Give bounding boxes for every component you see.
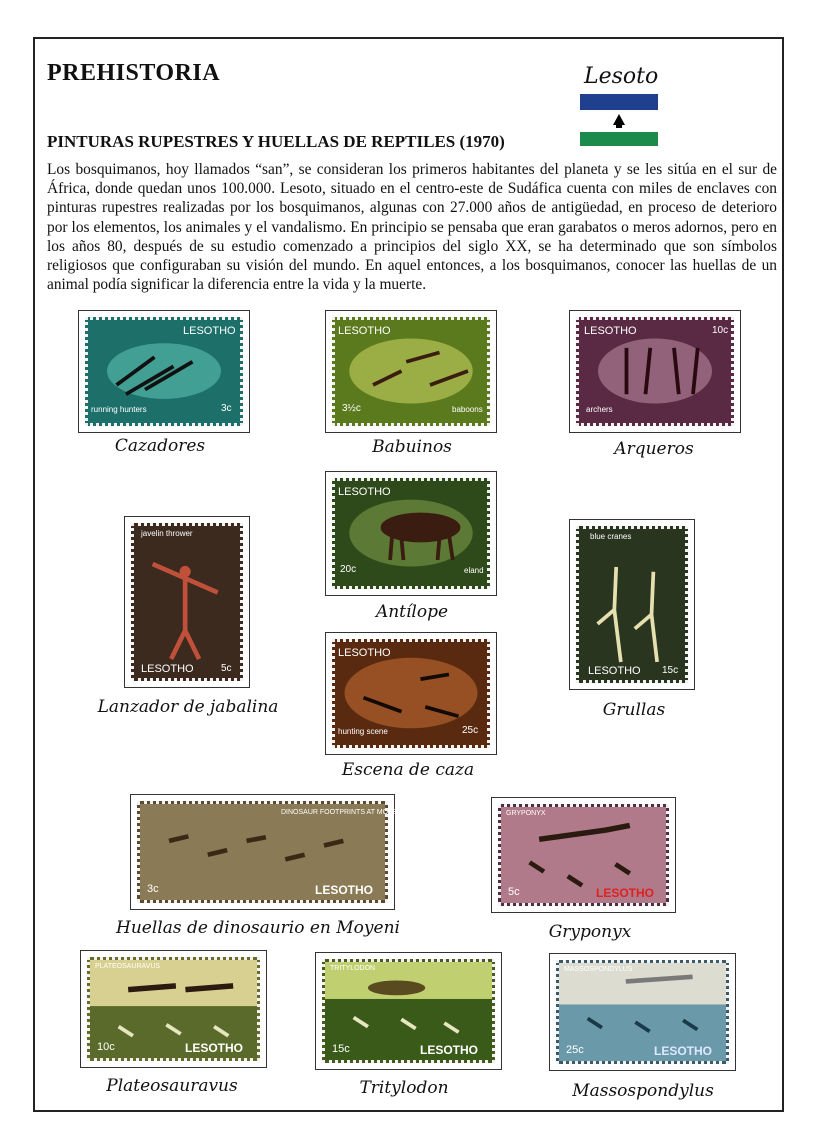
stamp-value: 20c: [340, 564, 357, 575]
stamp-archers: [569, 310, 741, 433]
stamp-value: 3c: [221, 403, 232, 414]
stamp-blue-cranes: [569, 519, 695, 690]
stamp-baboons: [325, 310, 497, 433]
caption: Arqueros: [614, 439, 694, 459]
caption: Plateosauravus: [106, 1076, 238, 1096]
stamp-label: DINOSAUR FOOTPRINTS AT MOYENI: [281, 809, 405, 816]
stamp-hunting-scene: [325, 632, 497, 755]
stamp-value: 3c: [147, 883, 159, 895]
stamp-running-hunters: [78, 310, 250, 433]
stamp-label: javelin thrower: [141, 529, 193, 538]
caption: Massospondylus: [572, 1081, 714, 1101]
stamp-country: LESOTHO: [183, 325, 236, 337]
caption: Babuinos: [372, 437, 452, 457]
caption: Escena de caza: [341, 760, 475, 780]
stamp-dinosaur-footprints: [130, 794, 405, 910]
intro-paragraph: Los bosquimanos, hoy llamados “san”, se consideran los primeros habitantes del planeta y se les sitúa en el sur de África, donde quedan unos 100.000. Lesoto, situado en el centro-este de Sudáfica cuenta con miles de enclaves con pinturas rupestres realizadas por los bosquimanos, algunas con 27.000 años de antigüedad, en proceso de deterioro por los elementos, los animales y el vandalismo. En principio se pensaba que eran garabatos o meros adornos, pero en los años 80, después de su estudio comenzado a principios del siglo XX, se ha determinado que son símbolos religiosos que configuraban su visión del mundo. En aquel entonces, a los bosquimanos, conocer las huellas de un animal podía significar la diferencia entre la vida y la muerte.: [47, 161, 777, 294]
page-title: PREHISTORIA: [47, 60, 221, 86]
stamp-label: archers: [586, 405, 613, 414]
stamp-country: LESOTHO: [338, 486, 391, 498]
stamp-value: 10c: [97, 1041, 115, 1053]
stamp-value: 15c: [332, 1043, 350, 1055]
caption: Gryponyx: [548, 922, 632, 942]
stamp-value: 5c: [508, 886, 520, 898]
country-name: Lesoto: [584, 64, 659, 89]
stamp-value: 3½c: [342, 403, 361, 414]
stamp-country: LESOTHO: [588, 665, 641, 677]
caption: Antílope: [375, 602, 449, 622]
stamp-label: MASSOSPONDYLUS: [564, 966, 633, 973]
stamp-country: LESOTHO: [420, 1043, 479, 1057]
stamp-value: 15c: [662, 665, 679, 676]
stamp-art: [134, 526, 240, 678]
stamp-label: GRYPONYX: [506, 810, 546, 817]
stamp-value: 25c: [462, 725, 479, 736]
stamp-gryponyx: [491, 797, 676, 913]
stamp-country: LESOTHO: [338, 325, 391, 337]
stamp-value: 5c: [221, 663, 232, 674]
stamp-art: [579, 529, 685, 680]
caption: Cazadores: [114, 436, 206, 456]
stamp-plateosauravus: [80, 950, 267, 1068]
stamp-country: LESOTHO: [596, 886, 655, 900]
stamp-massospondylus: [549, 953, 736, 1071]
lesotho-flag: [580, 94, 658, 146]
stamp-country: LESOTHO: [141, 663, 194, 675]
caption: Grullas: [602, 700, 666, 720]
stamp-eland: [325, 471, 497, 596]
caption: Huellas de dinosaurio en Moyeni: [116, 918, 400, 938]
stamp-country: LESOTHO: [338, 647, 391, 659]
stamp-country: LESOTHO: [185, 1041, 244, 1055]
stamp-javelin-thrower: [124, 516, 250, 688]
stamp-label: TRITYLODON: [330, 965, 376, 972]
stamp-label: blue cranes: [590, 532, 632, 541]
stamp-tritylodon: [315, 952, 502, 1070]
page-subtitle: PINTURAS RUPESTRES Y HUELLAS DE REPTILES (1970): [47, 132, 505, 151]
stamp-country: LESOTHO: [584, 325, 637, 337]
stamp-value: 25c: [566, 1044, 584, 1056]
stamp-country: LESOTHO: [315, 883, 374, 897]
caption: Tritylodon: [359, 1078, 449, 1098]
stamp-value: 10c: [712, 325, 729, 336]
caption: Lanzador de jabalina: [97, 697, 279, 717]
stamp-label: eland: [464, 566, 484, 575]
stamp-label: running hunters: [91, 405, 147, 414]
stamp-label: hunting scene: [338, 727, 388, 736]
stamp-label: PLATEOSAURAVUS: [95, 963, 161, 970]
stamp-label: baboons: [452, 405, 483, 414]
stamp-country: LESOTHO: [654, 1044, 713, 1058]
